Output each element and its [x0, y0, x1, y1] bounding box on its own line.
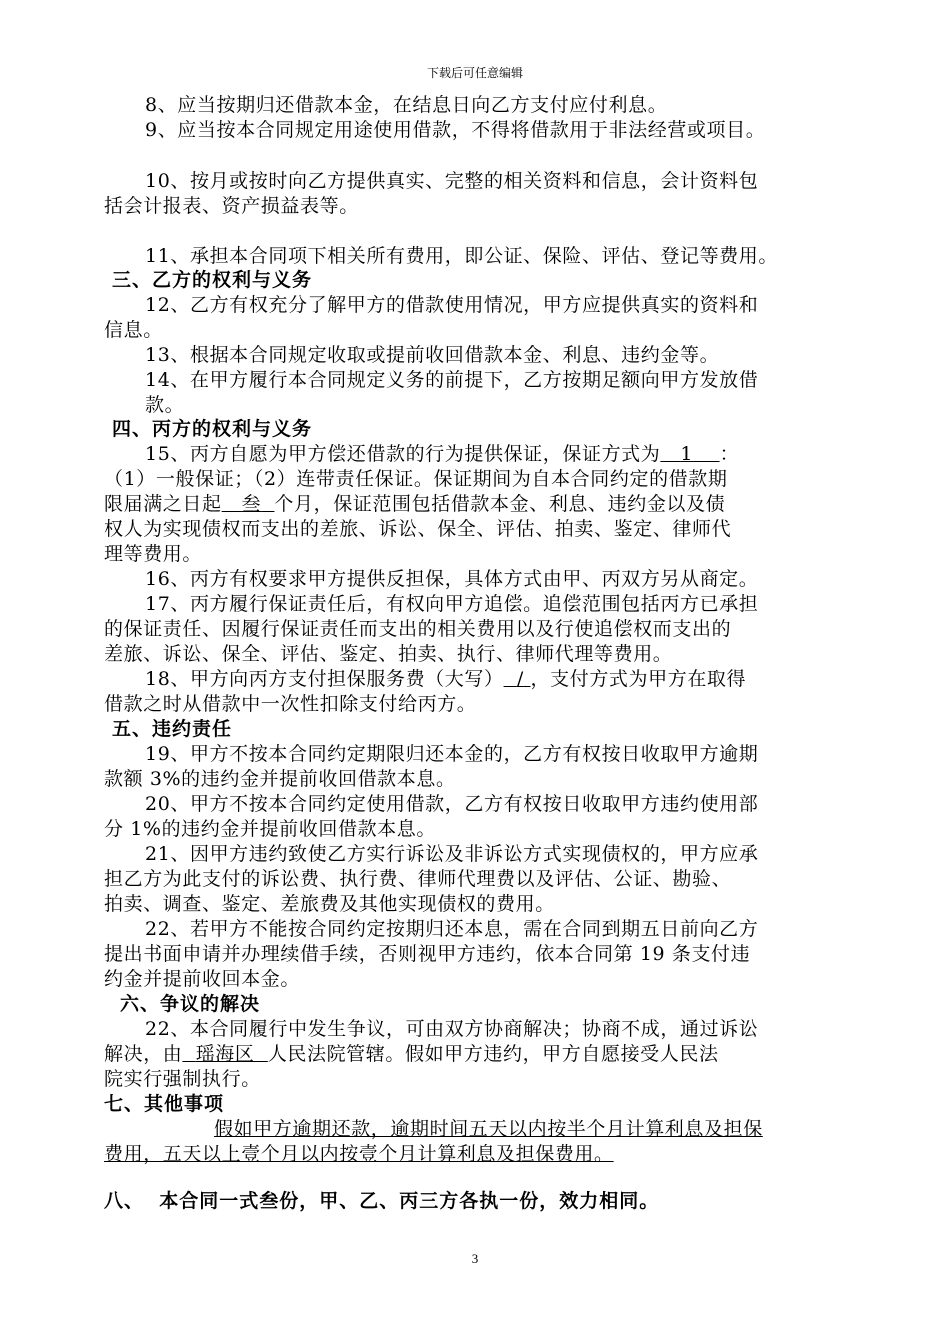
clause-22-cont-1: 提出书面申请并办理续借手续，否则视甲方违约，依本合同第 19 条支付违	[104, 943, 751, 965]
clause-14-cont: 款。	[145, 394, 185, 416]
clause-22b-cont-2: 院实行强制执行。	[104, 1068, 261, 1090]
clause-21-cont-2: 拍卖、调查、鉴定、差旅费及其他实现债权的费用。	[104, 893, 555, 915]
clause-9: 9、应当按本合同规定用途使用借款，不得将借款用于非法经营或项目。	[145, 119, 766, 141]
clause-19-cont: 款额 3%的违约金并提前收回借款本息。	[104, 768, 456, 790]
clause-22b: 22、本合同履行中发生争议，可由双方协商解决；协商不成，通过诉讼	[145, 1018, 759, 1040]
service-fee-field: /	[516, 668, 524, 690]
clause-21-cont-1: 担乙方为此支付的诉讼费、执行费、律师代理费以及评估、公证、勘验、	[104, 868, 732, 890]
guarantee-method-field: 1	[680, 443, 694, 465]
clause-22-cont-2: 约金并提前收回本金。	[104, 968, 301, 990]
clause-15-cont-2: 限届满之日起 叁 个月，保证范围包括借款本金、利息、违约金以及债	[104, 493, 726, 515]
clause-15-cont-3: 权人为实现债权而支出的差旅、诉讼、保全、评估、拍卖、鉴定、律师代	[104, 518, 732, 540]
clause-17-cont-1: 的保证责任、因履行保证责任而支出的相关费用以及行使追偿权而支出的	[104, 618, 732, 640]
other-matters-line-2: 费用，五天以上壹个月以内按壹个月计算利息及担保费用。	[104, 1143, 614, 1165]
clause-20: 20、甲方不按本合同约定使用借款，乙方有权按日收取甲方违约使用部	[145, 793, 759, 815]
section-8: 八、 本合同一式叁份，甲、乙、丙三方各执一份，效力相同。	[104, 1190, 660, 1212]
page-header: 下载后可任意编辑	[426, 66, 523, 80]
clause-8: 8、应当按期归还借款本金，在结息日向乙方支付应付利息。	[145, 94, 668, 116]
clause-17-cont-2: 差旅、诉讼、保全、评估、鉴定、拍卖、执行、律师代理等费用。	[104, 643, 673, 665]
clause-18-cont: 借款之时从借款中一次性扣除支付给丙方。	[104, 693, 477, 715]
clause-22b-cont-1: 解决，由 瑶海区 人民法院管辖。假如甲方违约，甲方自愿接受人民法	[104, 1043, 719, 1065]
court-field: 瑶海区	[195, 1043, 255, 1065]
clause-12: 12、乙方有权充分了解甲方的借款使用情况，甲方应提供真实的资料和	[145, 294, 759, 316]
clause-17: 17、丙方履行保证责任后，有权向甲方追偿。追偿范围包括丙方已承担	[145, 593, 759, 615]
clause-19: 19、甲方不按本合同约定期限归还本金的，乙方有权按日收取甲方逾期	[145, 743, 759, 765]
section-6-heading: 六、争议的解决	[120, 993, 261, 1015]
clause-15-text: 15、丙方自愿为甲方偿还借款的行为提供保证，保证方式为	[145, 443, 661, 465]
clause-22: 22、若甲方不能按合同约定按期归还本息，需在合同到期五日前向乙方	[145, 918, 759, 940]
section-5-heading: 五、违约责任	[112, 718, 233, 740]
guarantee-months-field: 叁	[241, 493, 262, 515]
clause-13: 13、根据本合同规定收取或提前收回借款本金、利息、违约金等。	[145, 344, 720, 366]
page-number: 3	[471, 1251, 479, 1266]
clause-16: 16、丙方有权要求甲方提供反担保，具体方式由甲、丙双方另从商定。	[145, 568, 759, 590]
clause-10: 10、按月或按时向乙方提供真实、完整的相关资料和信息，会计资料包	[145, 170, 759, 192]
clause-12-cont: 信息。	[104, 319, 163, 341]
clause-10-cont: 括会计报表、资产损益表等。	[104, 195, 359, 217]
section-7-heading: 七、其他事项	[104, 1093, 225, 1115]
section-3-heading: 三、乙方的权利与义务	[112, 269, 313, 291]
clause-18: 18、甲方向丙方支付担保服务费（大写） / ，支付方式为甲方在取得	[145, 668, 747, 690]
section-4-heading: 四、丙方的权利与义务	[112, 418, 313, 440]
clause-15: 15、丙方自愿为甲方偿还借款的行为提供保证，保证方式为 1 ：	[145, 443, 740, 465]
other-matters-line-1: 假如甲方逾期还款，逾期时间五天以内按半个月计算利息及担保	[214, 1118, 763, 1140]
clause-11: 11、承担本合同项下相关所有费用，即公证、保险、评估、登记等费用。	[145, 245, 778, 267]
clause-21: 21、因甲方违约致使乙方实行诉讼及非诉讼方式实现债权的，甲方应承	[145, 843, 759, 865]
clause-14: 14、在甲方履行本合同规定义务的前提下，乙方按期足额向甲方发放借	[145, 369, 759, 391]
clause-15-cont-1: （1）一般保证；（2）连带责任保证。保证期间为自本合同约定的借款期	[104, 468, 728, 490]
clause-20-cont: 分 1%的违约金并提前收回借款本息。	[104, 818, 436, 840]
clause-15-cont-4: 理等费用。	[104, 543, 203, 565]
